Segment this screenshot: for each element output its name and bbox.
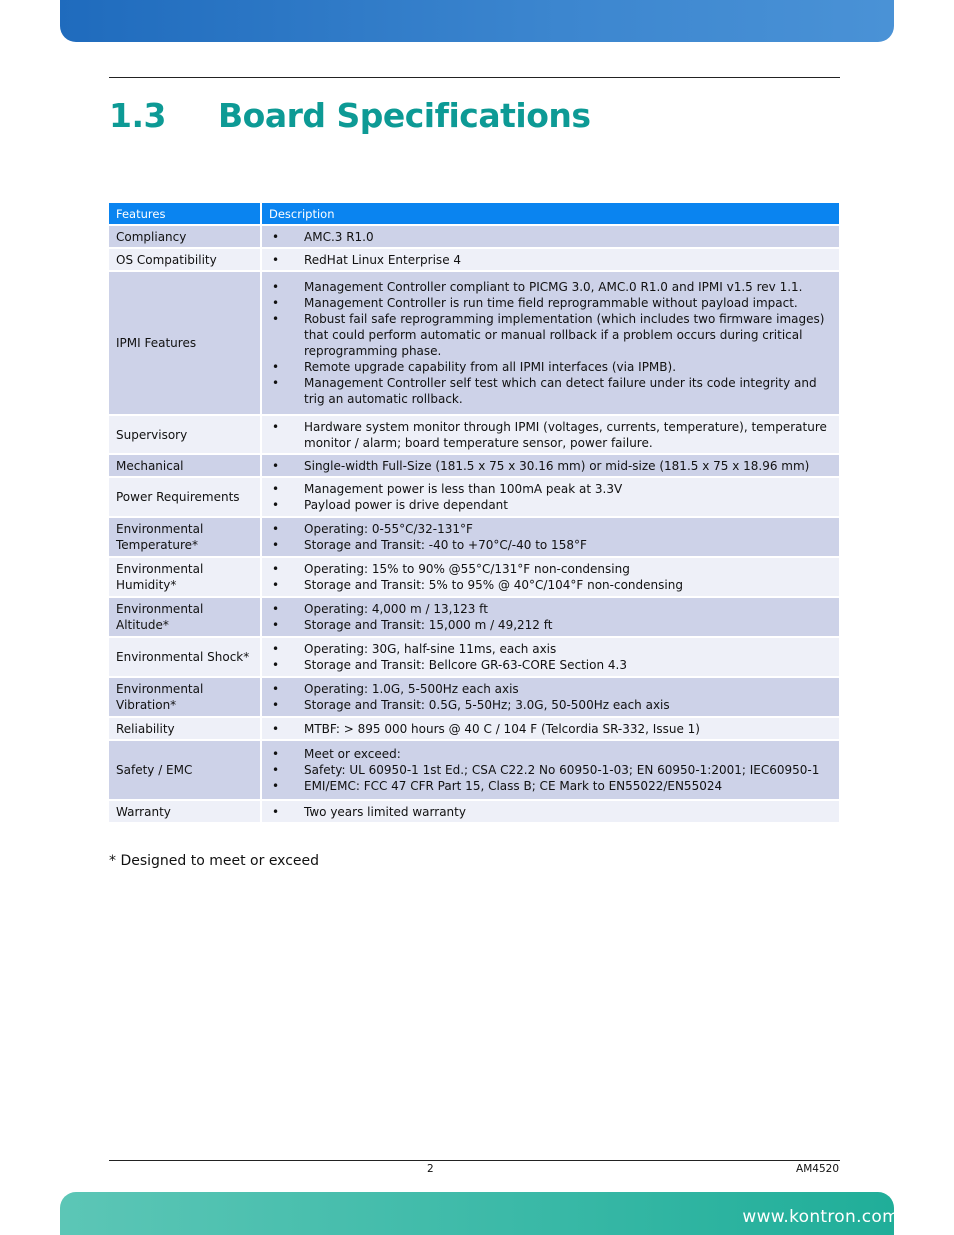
table-row [109,718,839,739]
description-list [269,252,832,268]
column-header-features: Features [109,203,262,224]
list-item: • MTBF: > 895 000 hours @ 40 C / 104 F (Telcordia SR-332, Issue 1) [269,721,832,737]
list-item: • Storage and Transit: 0.5G, 5-50Hz; 3.0G, 50-500Hz each axis [269,697,832,713]
list-item: • Storage and Transit: -40 to +70°C/-40 to 158°F [269,537,832,553]
description-cell [262,455,839,476]
list-item: • Storage and Transit: 5% to 95% @ 40°C/104°F non-condensing [269,577,832,593]
table-row [109,272,839,414]
list-item: • Storage and Transit: 15,000 m / 49,212 ft [269,617,832,633]
table-row [109,518,839,556]
description-list [269,721,832,737]
feature-cell: Warranty [109,801,262,822]
list-item: • Operating: 30G, half-sine 11ms, each axis [269,641,832,657]
list-item: • Operating: 4,000 m / 13,123 ft [269,601,832,617]
list-item: • Two years limited warranty [269,804,832,820]
table-row [109,678,839,716]
list-item: • Management Controller self test which can detect failure under its code integrity and trig an automatic rollback. [269,375,832,407]
table-row [109,226,839,247]
list-item: • Payload power is drive dependant [269,497,832,513]
section-title: Board Specifications [218,96,591,135]
list-item: • Operating: 15% to 90% @55°C/131°F non-condensing [269,561,832,577]
feature-cell: Environmental Shock* [109,638,262,676]
document-id: AM4520 [796,1163,839,1175]
description-list [269,279,832,407]
table-row [109,801,839,822]
feature-cell: Reliability [109,718,262,739]
page-number: 2 [427,1163,434,1175]
description-cell [262,678,839,716]
feature-cell: Mechanical [109,455,262,476]
feature-cell: Power Requirements [109,478,262,516]
column-header-description: Description [262,203,839,224]
description-list [269,746,832,794]
footnote: * Designed to meet or exceed [109,853,320,869]
description-list [269,641,832,673]
feature-cell: Supervisory [109,416,262,453]
feature-cell: Environmental Vibration* [109,678,262,716]
description-cell [262,598,839,636]
feature-cell: IPMI Features [109,272,262,414]
description-list [269,229,832,245]
list-item: • Operating: 0-55°C/32-131°F [269,521,832,537]
list-item: • Single-width Full-Size (181.5 x 75 x 30.16 mm) or mid-size (181.5 x 75 x 18.96 mm) [269,458,832,474]
list-item: • Management power is less than 100mA peak at 3.3V [269,481,832,497]
table-row [109,478,839,516]
table-row [109,598,839,636]
feature-cell: Environmental Humidity* [109,558,262,596]
description-cell [262,518,839,556]
description-list [269,521,832,553]
description-list [269,419,832,451]
description-cell [262,478,839,516]
feature-cell: Safety / EMC [109,741,262,799]
description-cell [262,741,839,799]
feature-cell: Environmental Temperature* [109,518,262,556]
feature-cell: Environmental Altitude* [109,598,262,636]
description-list [269,458,832,474]
section-number: 1.3 [109,96,166,135]
list-item: • Hardware system monitor through IPMI (voltages, currents, temperature), temperature monitor / alarm; board temperature sensor, power failure. [269,419,832,451]
list-item: • Remote upgrade capability from all IPMI interfaces (via IPMB). [269,359,832,375]
description-list [269,481,832,513]
description-list [269,561,832,593]
description-list [269,601,832,633]
description-cell [262,801,839,822]
table-row [109,558,839,596]
table-row [109,455,839,476]
top-banner [60,0,894,42]
list-item: • RedHat Linux Enterprise 4 [269,252,832,268]
list-item: • Operating: 1.0G, 5-500Hz each axis [269,681,832,697]
table-row [109,741,839,799]
table-row [109,416,839,453]
list-item: • Storage and Transit: Bellcore GR-63-CORE Section 4.3 [269,657,832,673]
table-row [109,638,839,676]
description-cell [262,558,839,596]
description-list [269,804,832,820]
list-item: • Management Controller compliant to PICMG 3.0, AMC.0 R1.0 and IPMI v1.5 rev 1.1. [269,279,832,295]
list-item: • Meet or exceed: [269,746,832,762]
feature-cell: OS Compatibility [109,249,262,270]
list-item: • Robust fail safe reprogramming implementation (which includes two firmware images) that could perform automatic or manual rollback if a problem occurs during critical reprogramming phase. [269,311,832,359]
table-body [109,226,839,822]
header-rule [109,77,840,78]
description-list [269,681,832,713]
feature-cell: Compliancy [109,226,262,247]
table-header-row [109,203,839,224]
description-cell [262,638,839,676]
list-item: • Safety: UL 60950-1 1st Ed.; CSA C22.2 No 60950-1-03; EN 60950-1:2001; IEC60950-1 [269,762,832,778]
list-item: • EMI/EMC: FCC 47 CFR Part 15, Class B; CE Mark to EN55022/EN55024 [269,778,832,794]
list-item: • Management Controller is run time field reprogrammable without payload impact. [269,295,832,311]
list-item: • AMC.3 R1.0 [269,229,832,245]
table-row [109,249,839,270]
description-cell [262,718,839,739]
description-cell [262,226,839,247]
description-cell [262,416,839,453]
footer-rule [109,1160,840,1161]
description-cell [262,272,839,414]
description-cell [262,249,839,270]
website-link[interactable]: www.kontron.com [742,1207,899,1227]
specifications-table [109,201,839,824]
